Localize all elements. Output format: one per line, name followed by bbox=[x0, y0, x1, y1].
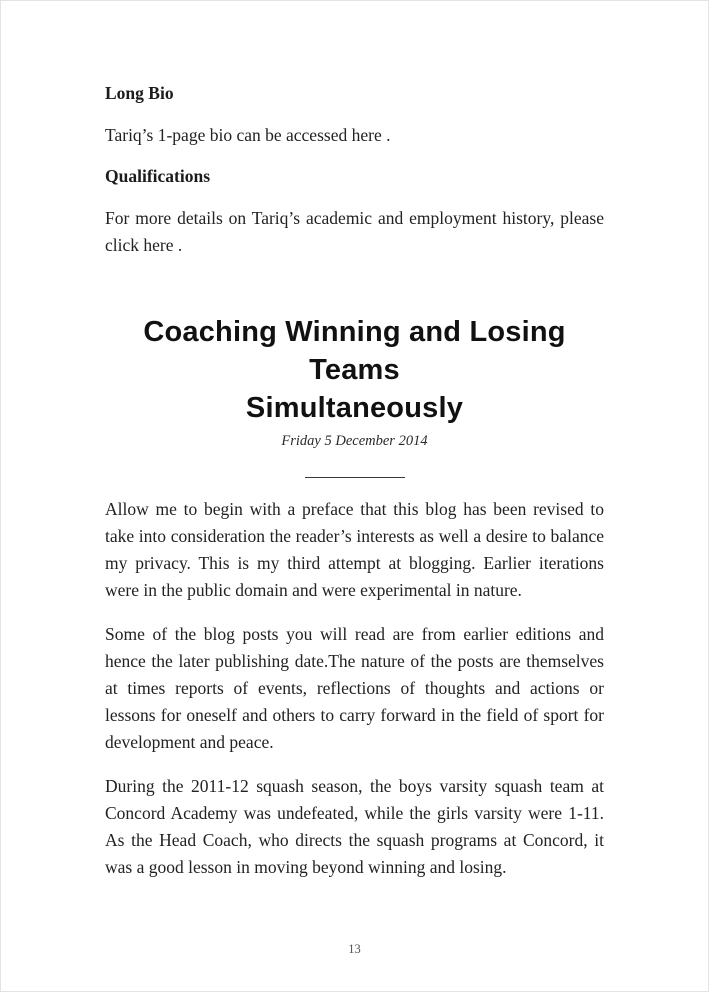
long-bio-suffix: . bbox=[381, 125, 391, 145]
article-title-line-2: Simultaneously bbox=[245, 392, 464, 424]
article-title-line-1: Coaching Winning and Losing Teams bbox=[143, 316, 566, 386]
article-paragraph-3: During the 2011-12 squash season, the boys varsity squash team at Concord Academy was undefeated, while the girls varsity were 1-11. As the Head Coach, who directs the squash programs at Concord, it was a good lesson in moving beyond winning and losing. bbox=[105, 776, 604, 877]
qualifications-here-link[interactable]: here bbox=[143, 235, 174, 255]
long-bio-heading: Long Bio bbox=[105, 83, 174, 103]
article-paragraph-2: Some of the blog posts you will read are from earlier editions and hence the later publishing date.The nature of the posts are themselves at times reports of events, reflections of thoughts and actions or lessons for oneself and others to carry forward in the field of sport for development and peace. bbox=[105, 624, 604, 752]
qualifications-text: For more details on Tariq’s academic and employment history, please click bbox=[105, 208, 604, 255]
long-bio-here-link[interactable]: here bbox=[351, 125, 382, 145]
article-paragraph-1: Allow me to begin with a preface that this blog has been revised to take into consideration the reader’s interests as well a desire to balance my privacy. This is my third attempt at blogging. Earlier iterations were in the public domain and were experimental in nature. bbox=[105, 499, 604, 600]
section-divider bbox=[305, 477, 405, 478]
article-title bbox=[105, 313, 604, 427]
page-number: 13 bbox=[348, 942, 361, 956]
qualifications-paragraph bbox=[105, 205, 604, 259]
article-date: Friday 5 December 2014 bbox=[281, 433, 428, 449]
long-bio-text: Tariq’s 1-page bio can be accessed bbox=[105, 125, 352, 145]
long-bio-paragraph bbox=[105, 122, 604, 149]
qualifications-suffix: . bbox=[173, 235, 183, 255]
page-content bbox=[1, 1, 708, 881]
qualifications-heading: Qualifications bbox=[105, 166, 211, 186]
